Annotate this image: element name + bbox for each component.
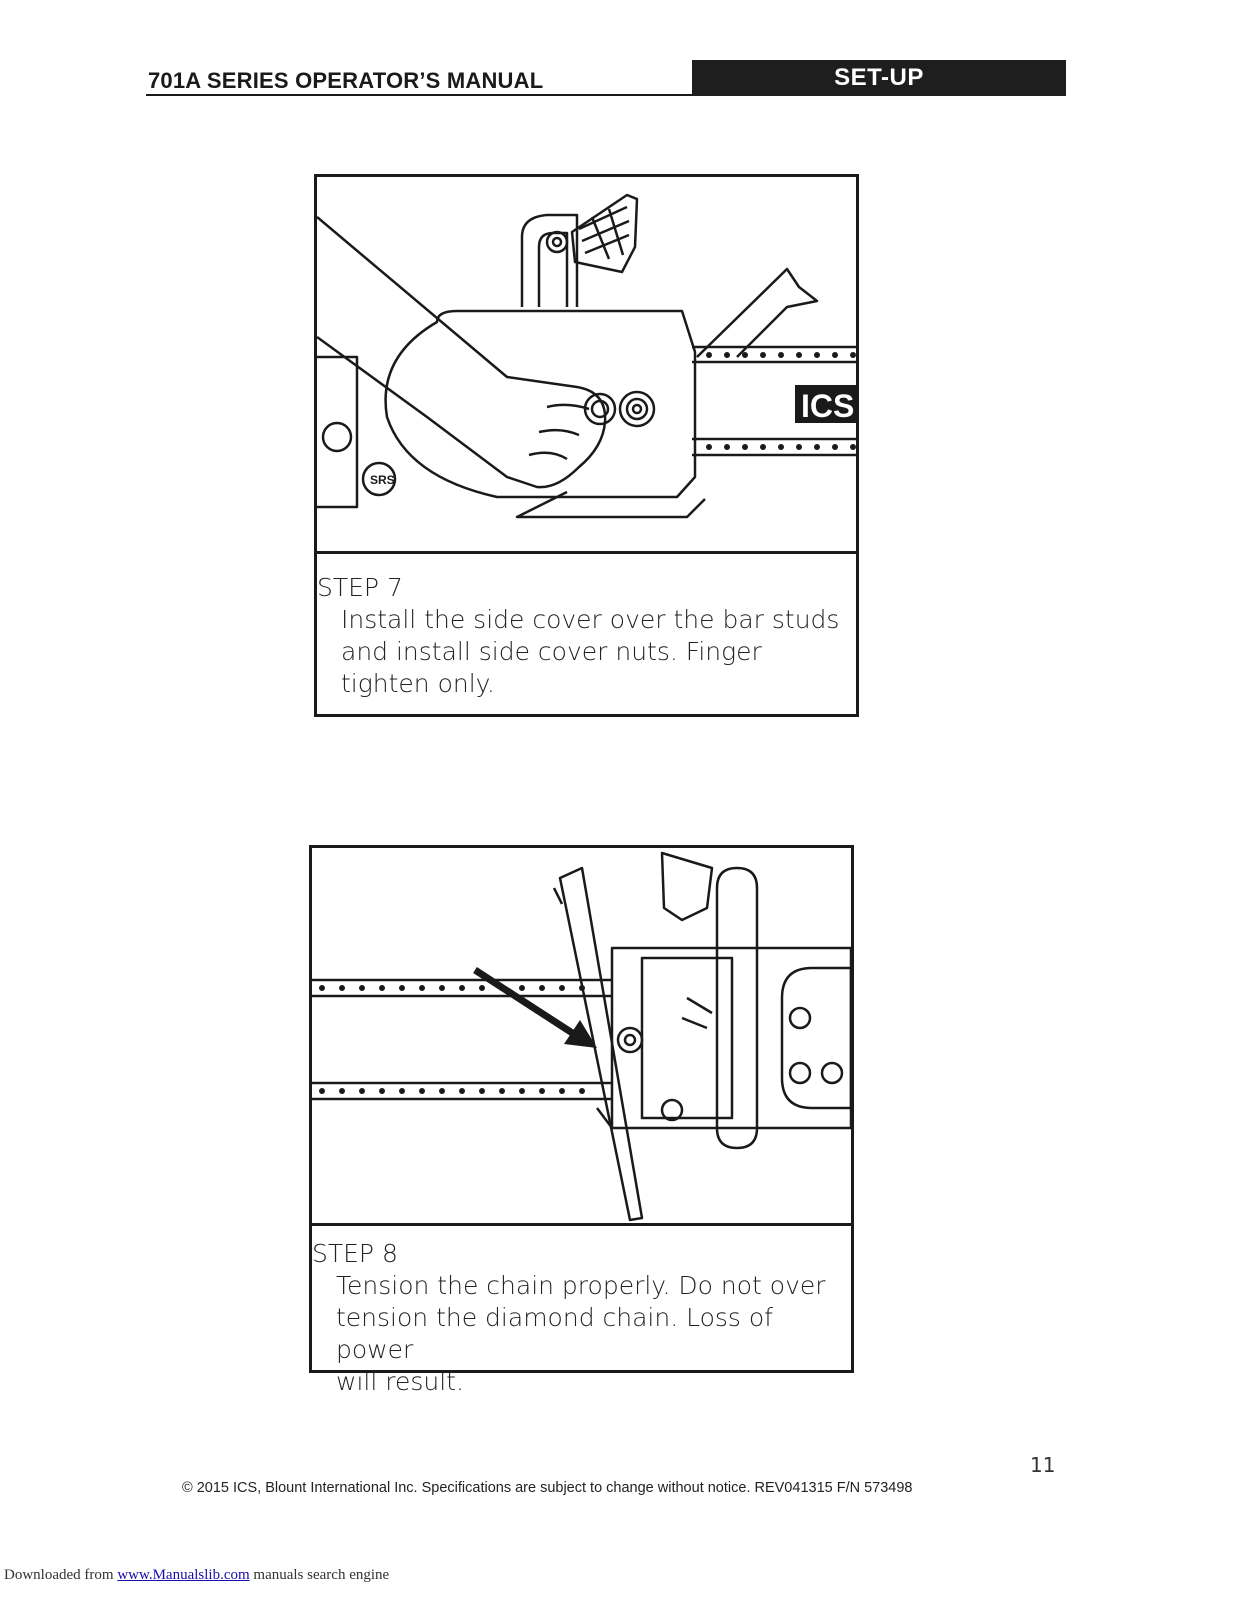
step-7-body <box>341 604 848 700</box>
header-title: 701A SERIES OPERATOR’S MANUAL <box>148 68 544 93</box>
step-8-line-1: Tension the chain properly. Do not over <box>336 1271 826 1300</box>
page-number: 11 <box>1030 1453 1056 1477</box>
step-7-line-1: Install the side cover over the bar studs <box>341 605 840 634</box>
step-7-divider <box>317 551 856 554</box>
downloaded-suffix: manuals search engine <box>249 1567 390 1583</box>
downloaded-prefix: Downloaded from <box>4 1567 118 1583</box>
step-7-illustration <box>317 177 856 551</box>
step-8-divider <box>312 1223 851 1226</box>
srs-badge-text: SRS <box>370 473 395 487</box>
section-tab: SET-UP <box>692 60 1066 96</box>
step-7-text <box>317 573 848 700</box>
copyright-notice: © 2015 ICS, Blount International Inc. Specifications are subject to change without notice. REV041315 F/N 573498 <box>182 1480 913 1496</box>
step-7-label: STEP 7 <box>317 573 403 602</box>
bar-brand-text: ICS <box>801 388 855 424</box>
step-7-line-3: tighten only. <box>341 669 495 698</box>
step-8-text <box>312 1239 843 1398</box>
manualslib-link[interactable]: www.Manualslib.com <box>117 1567 250 1583</box>
step-8-body <box>336 1270 843 1398</box>
downloaded-from-line <box>4 1567 389 1584</box>
step-8-line-3: will result. <box>336 1367 464 1396</box>
chainsaw-side-cover-illustration <box>317 177 856 551</box>
pointer-arrow-icon <box>475 970 597 1048</box>
step-8-box <box>309 845 854 1396</box>
step-7-line-2: and install side cover nuts. Finger <box>341 637 762 666</box>
chain-tension-illustration <box>312 848 851 1223</box>
step-7-box <box>314 174 859 717</box>
header-rule <box>146 94 692 96</box>
step-8-illustration <box>312 848 851 1223</box>
step-8-line-2: tension the diamond chain. Loss of power <box>336 1303 773 1364</box>
step-8-label: STEP 8 <box>312 1239 398 1268</box>
